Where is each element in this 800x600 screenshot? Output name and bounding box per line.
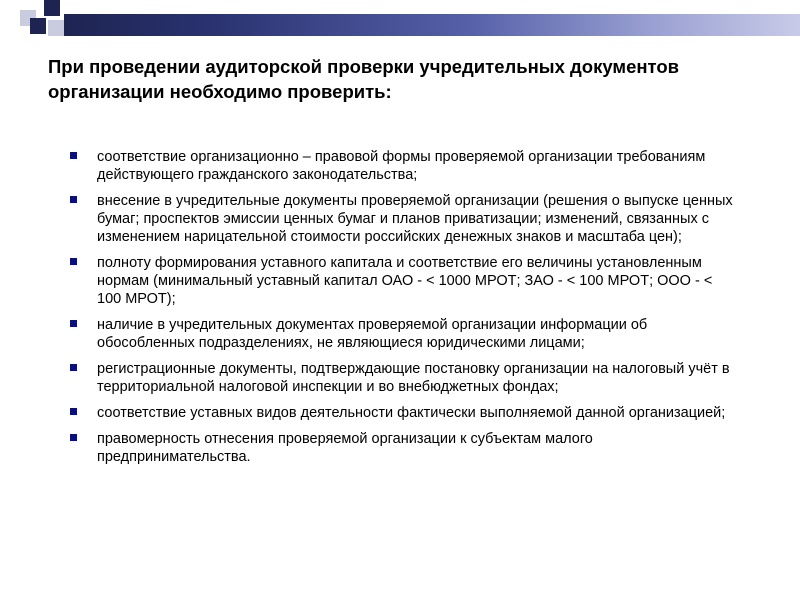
bullet-text: наличие в учредительных документах проверяемой организации информации об обособленных подразделениях, не являющиеся юридическими лицами; — [97, 317, 648, 351]
square-bullet-icon — [70, 320, 77, 327]
bullet-text: внесение в учредительные документы проверяемой организации (решения о выпуске ценных бумаг; проспектов эмиссии ценных бумаг и планов приватизации; изменений, связанных с изменением нарицательной стоимости российских денежных знаков и масштаба цен); — [97, 193, 733, 245]
bullet-item — [70, 316, 735, 352]
bullet-list — [70, 148, 735, 474]
decor-square — [48, 20, 64, 36]
square-bullet-icon — [70, 408, 77, 415]
square-bullet-icon — [70, 258, 77, 265]
bullet-item — [70, 148, 735, 184]
decor-square — [44, 0, 60, 16]
decorative-header-band — [0, 0, 800, 42]
bullet-item — [70, 430, 735, 466]
slide-title: При проведении аудиторской проверки учредительных документов организации необходимо проверить: — [48, 56, 680, 102]
square-bullet-icon — [70, 196, 77, 203]
square-bullet-icon — [70, 152, 77, 159]
bullet-item — [70, 360, 735, 396]
bullet-text: соответствие организационно – правовой формы проверяемой организации требованиям действующего гражданского законодательства; — [97, 149, 706, 183]
decor-square — [30, 18, 46, 34]
bullet-text: полноту формирования уставного капитала и соответствие его величины установленным нормам (минимальный уставный капитал ОАО - < 1000 МРОТ; ЗАО - < 100 МРОТ; ООО - < 100 МРОТ); — [97, 255, 713, 307]
bullet-text: соответствие уставных видов деятельности фактически выполняемой данной организацией; — [97, 405, 726, 421]
bullet-item — [70, 404, 735, 422]
square-bullet-icon — [70, 364, 77, 371]
bullet-text: регистрационные документы, подтверждающие постановку организации на налоговый учёт в территориальной налоговой инспекции и во внебюджетных фондах; — [97, 361, 730, 395]
bullet-item — [70, 254, 735, 308]
square-bullet-icon — [70, 434, 77, 441]
header-gradient-bar — [64, 14, 800, 36]
bullet-text: правомерность отнесения проверяемой организации к субъектам малого предпринимательства. — [97, 431, 593, 465]
bullet-item — [70, 192, 735, 246]
